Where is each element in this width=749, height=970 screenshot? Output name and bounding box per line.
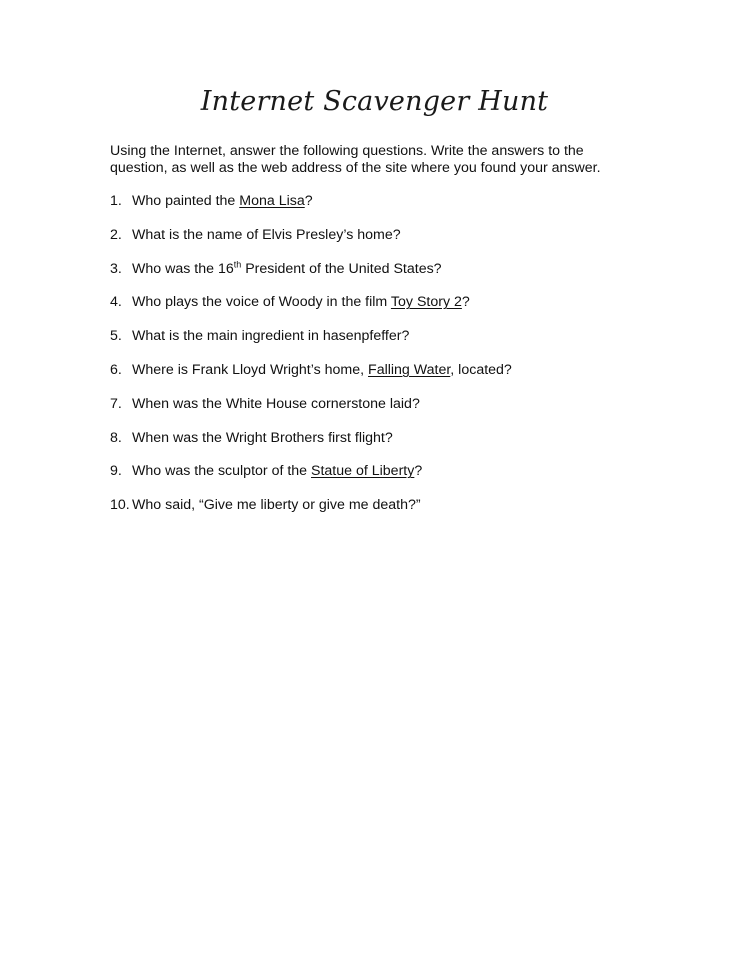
question-item [110,193,670,209]
question-item [110,258,670,277]
question-item [110,463,670,479]
question-text: Who plays the voice of Woody in the film Toy Story 2? [132,294,470,311]
page-title: Internet Scavenger Hunt [200,86,549,117]
underlined-title: Falling Water [368,361,451,378]
question-text: What is the main ingredient in hasenpfeffer? [132,328,410,345]
question-item [110,227,670,243]
question-number: 4. [110,294,122,311]
question-item [110,362,670,378]
question-item [110,328,670,344]
question-item [110,497,670,513]
instructions-paragraph: Using the Internet, answer the following questions. Write the answers to the question, as well as the web address of the site where you found your answer. [110,143,601,176]
underlined-title: Mona Lisa [239,193,305,209]
question-text: Where is Frank Lloyd Wright’s home, Falling Water, located? [132,361,512,378]
question-number: 8. [110,429,122,446]
question-text: Who said, “Give me liberty or give me death?” [132,497,421,514]
question-text: Who was the 16th President of the United States? [132,258,442,277]
question-item [110,430,670,446]
question-text: What is the name of Elvis Presley’s home? [132,226,401,243]
question-number: 2. [110,226,122,243]
question-number: 5. [110,328,122,345]
question-text: When was the Wright Brothers first flight? [132,429,393,446]
question-text: When was the White House cornerstone laid? [132,395,420,412]
question-text: Who painted the Mona Lisa? [132,193,313,209]
underlined-title: Statue of Liberty [311,463,415,480]
question-number: 3. [110,260,122,277]
ordinal-suffix: th [233,258,242,269]
question-item [110,396,670,412]
question-item [110,294,670,310]
underlined-title: Toy Story 2 [390,294,462,311]
question-text: Who was the sculptor of the Statue of Liberty? [132,463,423,480]
question-number: 10. [110,497,130,514]
question-number: 1. [110,193,122,209]
question-number: 9. [110,463,122,480]
question-list [110,193,670,531]
question-number: 6. [110,361,122,378]
question-number: 7. [110,395,122,412]
